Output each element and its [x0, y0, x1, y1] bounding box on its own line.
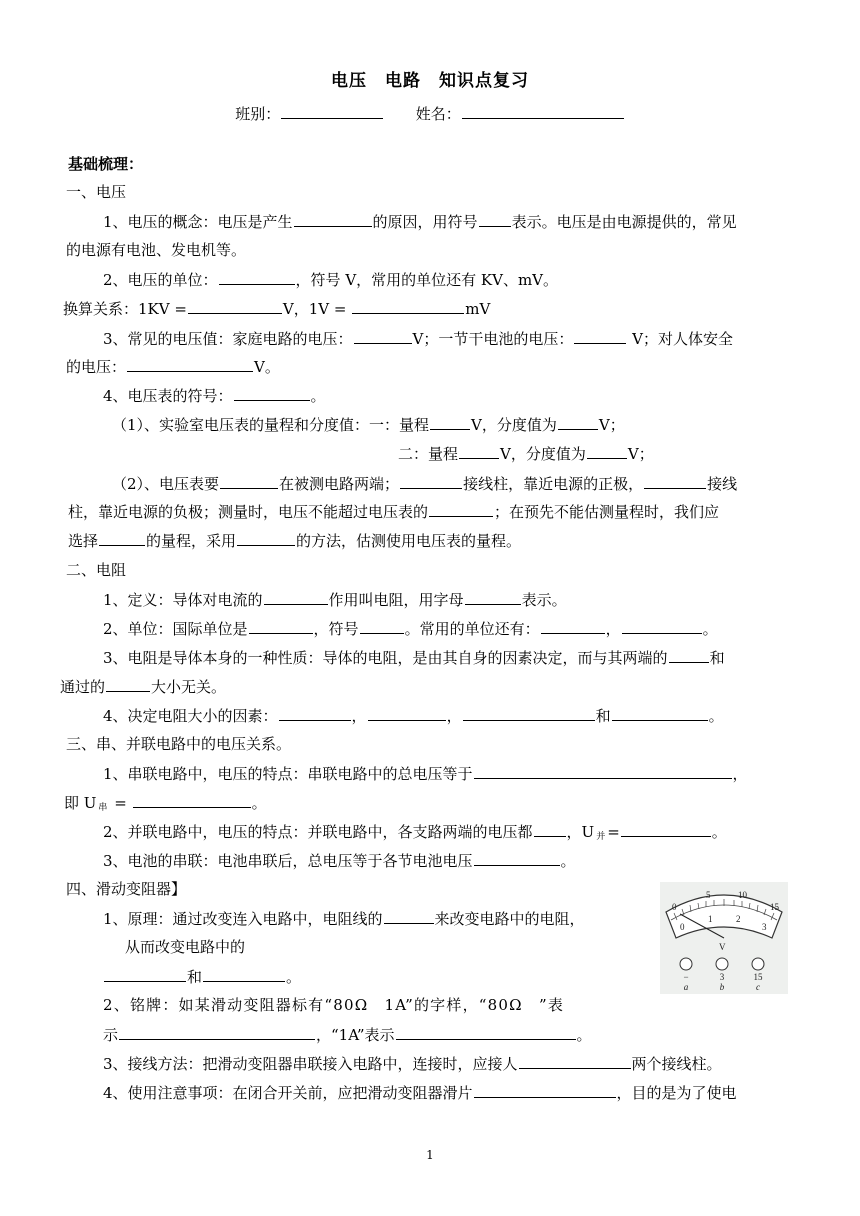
line-safe-voltage: 的电压： V。 [66, 358, 280, 376]
upper-scale-15: 15 [770, 902, 779, 912]
line-range-one: （1）、实验室电压表的量程和分度值：一：量程 V，分度值为 V； [112, 416, 625, 434]
lower-scale-0: 0 [680, 922, 685, 932]
name-blank[interactable] [462, 104, 624, 119]
terminal-negative [680, 958, 692, 970]
terminal-letter-a: a [683, 982, 689, 992]
line-rheostat-nameplate: 2、铭牌：如某滑动变阻器标有“80Ω 1A”的字样，“80Ω ”表 [103, 996, 565, 1014]
upper-scale-0: 0 [672, 902, 677, 912]
terminal-label-15: 15 [753, 972, 763, 982]
upper-scale-5: 5 [706, 890, 711, 900]
line-rheostat-nameplate-cont: 示 ，“1A”表示 。 [103, 1026, 592, 1044]
lower-scale-3: 3 [762, 922, 767, 932]
line-resistance-property: 3、电阻是导体本身的一种性质：导体的电阻，是由其自身的因素决定，而与其两端的 和 [103, 649, 725, 667]
class-label: 班别： [235, 105, 281, 123]
heading-series-parallel: 三、串、并联电路中的电压关系。 [66, 735, 292, 753]
line-resistance-unit: 2、单位：国际单位是 ，符号 。常用的单位还有： ， 。 [103, 620, 718, 638]
line-voltmeter-usage-cont1: 柱，靠近电源的负极；测量时，电压不能超过电压表的 ；在预先不能估测量程时，我们应 [68, 503, 720, 521]
line-resistance-property-cont: 通过的 大小无关。 [60, 678, 227, 696]
line-rheostat-wiring: 3、接线方法：把滑动变阻器串联接入电路中，连接时，应接人 两个接线柱。 [103, 1055, 722, 1073]
line-range-two: 二：量程 V，分度值为 V； [398, 445, 654, 463]
terminal-label-3: 3 [719, 972, 725, 982]
heading-voltage: 一、电压 [66, 183, 127, 201]
voltmeter-dial [660, 882, 788, 994]
line-rheostat-caution: 4、使用注意事项：在闭合开关前，应把滑动变阻器滑片 ，目的是为了使电 [103, 1084, 737, 1102]
line-voltmeter-symbol: 4、电压表的符号： 。 [103, 387, 326, 405]
class-blank[interactable] [281, 104, 383, 119]
line-series-voltage: 1、串联电路中，电压的特点：串联电路中的总电压等于 ， [103, 765, 748, 783]
terminal-letter-c: c [756, 982, 760, 992]
line-battery-series: 3、电池的串联：电池串联后，总电压等于各节电池电压 。 [103, 852, 576, 870]
name-label: 姓名： [415, 105, 461, 123]
section-basics: 基础梳理： [68, 155, 144, 173]
heading-resistance: 二、电阻 [66, 561, 127, 579]
line-common-voltage: 3、常见的电压值：家庭电路的电压： V；一节干电池的电压： V；对人体安全 [103, 330, 734, 348]
voltmeter-figure [660, 882, 788, 994]
lower-scale-2: 2 [736, 914, 741, 924]
unit-label: V [719, 942, 726, 952]
terminal-3 [716, 958, 728, 970]
line-resistance-factors: 4、决定电阻大小的因素： ， ， 和 。 [103, 707, 724, 725]
line-voltage-concept-cont: 的电源有电池、发电机等。 [66, 241, 247, 259]
page-number: 1 [426, 1148, 434, 1162]
lower-scale-1: 1 [708, 914, 713, 924]
line-voltmeter-usage: （2）、电压表要 在被测电路两端； 接线柱，靠近电源的正极， 接线 [112, 475, 738, 493]
line-voltage-unit: 2、电压的单位： ，符号 V，常用的单位还有 KV、mV。 [103, 271, 559, 289]
page-title: 电压 电路 知识点复习 [331, 71, 529, 91]
terminals [680, 958, 764, 970]
terminal-label-neg: − [683, 972, 689, 982]
line-voltmeter-usage-cont2: 选择 的量程，采用 的方法，估测使用电压表的量程。 [68, 532, 522, 550]
upper-scale-10: 10 [738, 890, 747, 900]
line-conversion: 换算关系：1KV = V，1V = mV [63, 300, 491, 318]
line-parallel-voltage: 2、并联电路中，电压的特点：并联电路中，各支路两端的电压都 ，U $_并$ = 。 [103, 823, 727, 842]
terminal-letter-b: b [719, 982, 725, 992]
line-rheostat-principle-blanks: 和 。 [103, 967, 301, 986]
class-name-bar [0, 103, 860, 124]
line-rheostat-principle-cont: 从而改变电路中的 [125, 938, 246, 956]
line-rheostat-principle: 1、原理：通过改变连入电路中，电阻线的 来改变电路中的电阻， [103, 910, 585, 928]
heading-rheostat: 四、滑动变阻器】 [66, 880, 187, 898]
line-series-formula: 即 U $_串$ = 。 [64, 794, 267, 813]
line-resistance-def: 1、定义：导体对电流的 作用叫电阻，用字母 表示。 [103, 591, 567, 609]
line-voltage-concept: 1、电压的概念：电压是产生 的原因，用符号 表示。电压是由电源提供的，常见 [103, 213, 737, 231]
terminal-15 [752, 958, 764, 970]
